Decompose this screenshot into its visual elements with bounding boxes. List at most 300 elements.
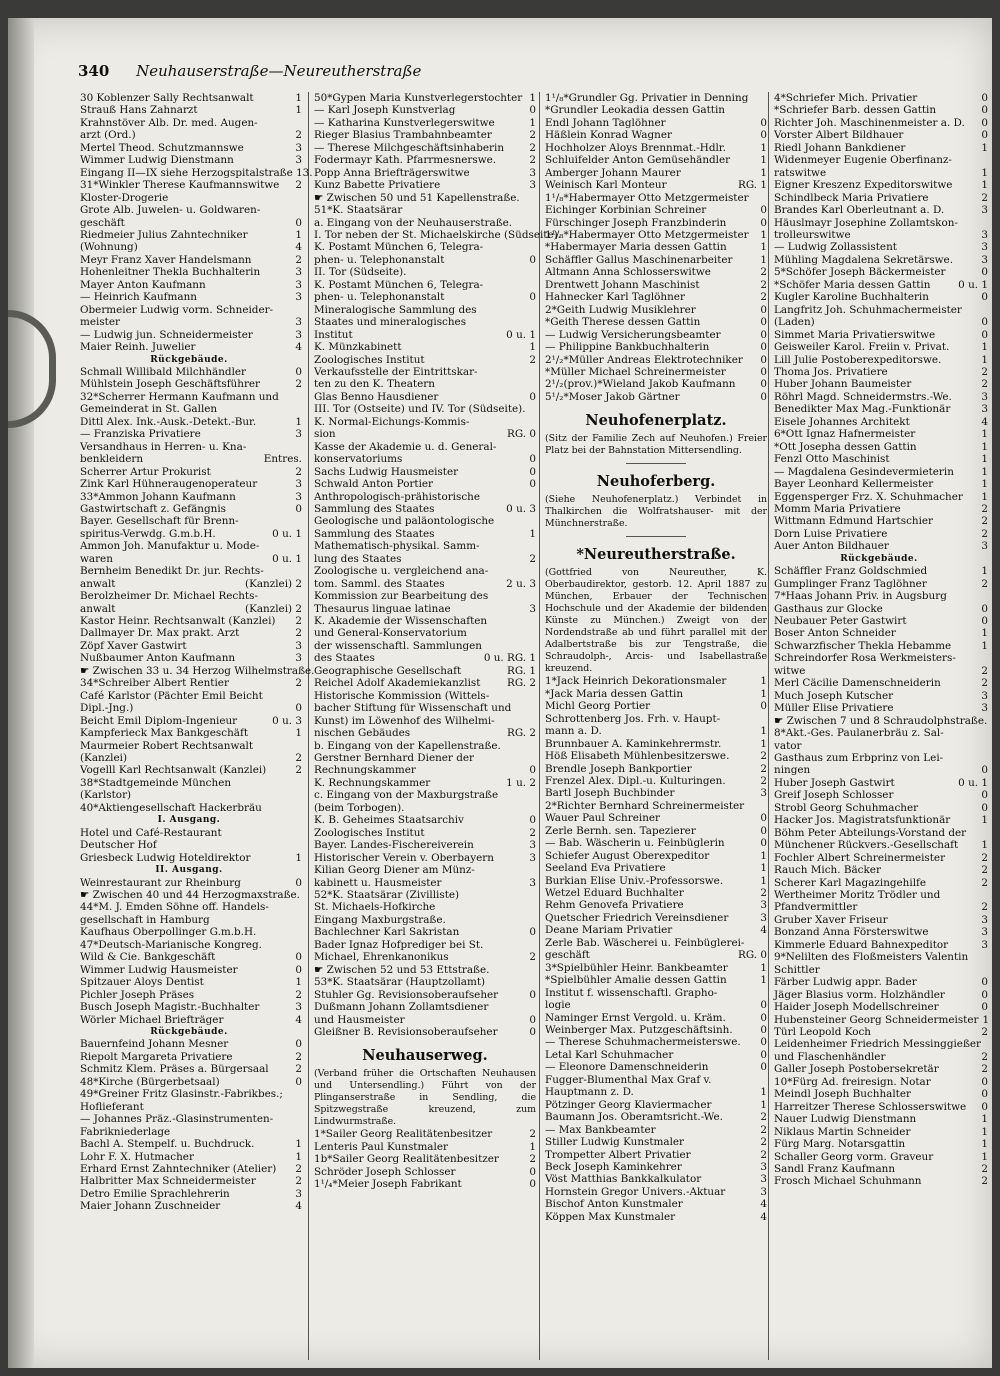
directory-entry bbox=[545, 1012, 767, 1024]
entry-text: *Grundler Leokadia dessen Gattin bbox=[545, 104, 725, 117]
entry-floor: 2 bbox=[760, 291, 767, 304]
entry-floor: 0 bbox=[760, 999, 767, 1012]
directory-entry bbox=[774, 142, 988, 154]
entry-floor: 4 bbox=[295, 1200, 302, 1213]
entry-text: Fabrikniederlage bbox=[80, 1125, 171, 1138]
directory-entry bbox=[314, 565, 536, 577]
entry-floor: 2 bbox=[760, 762, 767, 775]
directory-entry bbox=[80, 951, 302, 963]
directory-entry bbox=[314, 540, 536, 552]
directory-entry bbox=[314, 877, 536, 889]
entry-text: (Kanzlei) bbox=[80, 752, 128, 765]
directory-entry bbox=[545, 1173, 767, 1185]
entry-text: Kunz Babette Privatiere bbox=[314, 179, 441, 192]
entry-text: Momm Maria Privatiere bbox=[774, 502, 901, 515]
entry-floor: 1 bbox=[295, 415, 302, 428]
directory-entry bbox=[80, 117, 302, 129]
entry-text: Lohr F. X. Hutmacher bbox=[80, 1150, 194, 1163]
entry-text: Sandl Franz Kaufmann bbox=[774, 1162, 896, 1175]
entry-text: Scherer Karl Magazingehilfe bbox=[774, 876, 927, 889]
entry-text: anwalt bbox=[80, 602, 116, 615]
entry-floor: 4 bbox=[760, 924, 767, 937]
directory-entry bbox=[80, 1026, 302, 1038]
directory-entry bbox=[545, 279, 767, 291]
entry-floor: 1 bbox=[760, 141, 767, 154]
directory-entry bbox=[314, 727, 536, 739]
entry-text: Hotel und Café-Restaurant bbox=[80, 826, 222, 839]
entry-text: 47*Deutsch-Marianische Kongreg. bbox=[80, 938, 262, 951]
entry-text: Letal Karl Schuhmacher bbox=[545, 1048, 674, 1061]
entry-text: 32*Scherrer Hermann Kaufmann und bbox=[80, 390, 279, 403]
column-divider bbox=[308, 92, 309, 1360]
directory-entry bbox=[80, 802, 302, 814]
directory-entry bbox=[774, 229, 988, 241]
entry-floor: 2 bbox=[760, 1123, 767, 1136]
entry-text: Anthropologisch-prähistorische bbox=[314, 490, 480, 503]
entry-floor: 2 bbox=[981, 577, 988, 590]
directory-entry bbox=[545, 937, 767, 949]
entry-floor: 0 bbox=[760, 812, 767, 825]
directory-entry bbox=[314, 228, 561, 241]
directory-entry bbox=[314, 329, 536, 341]
directory-entry bbox=[774, 515, 988, 527]
entry-text: Burkian Elise Univ.-Professorswe. bbox=[545, 874, 724, 887]
entry-text: Kaufhaus Oberpollinger G.m.b.H. bbox=[80, 926, 257, 939]
directory-entry bbox=[314, 553, 536, 565]
entry-text: Schmall Willibald Milchhändler bbox=[80, 365, 247, 378]
entry-text: geschäft bbox=[545, 949, 590, 962]
entry-floor: 1 bbox=[981, 478, 988, 491]
entry-text: Fürg Marg. Notarsgattin bbox=[774, 1138, 906, 1151]
entry-text: Amberger Johann Maurer bbox=[545, 166, 681, 179]
entry-text: Wetzel Eduard Buchhalter bbox=[545, 887, 684, 900]
entry-text: und General-Konservatorium bbox=[314, 627, 467, 640]
entry-floor: 3 bbox=[981, 228, 988, 241]
entry-text: Wimmer Ludwig Hausmeister bbox=[80, 963, 238, 976]
directory-entry bbox=[774, 615, 988, 627]
entry-floor: 1 bbox=[529, 1140, 536, 1153]
directory-entry bbox=[774, 889, 988, 901]
entry-text: Hochholzer Aloys Brennmat.-Hdlr. bbox=[545, 141, 726, 154]
directory-entry bbox=[80, 192, 302, 204]
entry-floor: 3 bbox=[760, 1173, 767, 1186]
entry-text: Versandhaus in Herren- u. Kna- bbox=[80, 440, 247, 453]
directory-entry bbox=[545, 688, 767, 700]
directory-entry bbox=[314, 578, 536, 590]
directory-entry bbox=[774, 92, 988, 104]
entry-floor: 3 bbox=[981, 241, 988, 254]
entry-text: vator bbox=[774, 739, 802, 752]
entry-floor: 2 bbox=[981, 1050, 988, 1063]
directory-entry bbox=[314, 478, 536, 490]
directory-entry bbox=[545, 924, 767, 936]
entry-text: Schwarzfischer Thekla Hebamme bbox=[774, 639, 952, 652]
entry-text: Münchener Rückvers.-Gesellschaft bbox=[774, 839, 959, 852]
directory-entry bbox=[545, 241, 767, 253]
entry-text: Halbritter Max Schneidermeister bbox=[80, 1175, 256, 1188]
directory-entry bbox=[314, 1141, 536, 1153]
entry-text: 2*Geith Ludwig Musiklehrer bbox=[545, 303, 696, 316]
entry-text: Fenzl Otto Maschinist bbox=[774, 453, 890, 466]
entry-text: Berolzheimer Dr. Michael Rechts- bbox=[80, 590, 258, 603]
entry-text: trolleurswitwe bbox=[774, 228, 851, 241]
directory-entry bbox=[80, 316, 302, 328]
entry-floor: 1 bbox=[981, 1150, 988, 1163]
entry-floor: 3 bbox=[295, 328, 302, 341]
entry-text: Beck Joseph Kaminkehrer bbox=[545, 1161, 682, 1173]
divider bbox=[626, 463, 686, 464]
directory-entry bbox=[314, 416, 536, 428]
entry-floor: RG. 0 bbox=[507, 428, 536, 441]
directory-entry bbox=[545, 1049, 767, 1061]
entry-text: Bachlechner Karl Sakristan bbox=[314, 926, 460, 939]
directory-entry bbox=[80, 764, 302, 776]
directory-entry bbox=[80, 1175, 302, 1187]
entry-text: Riedl Johann Bankdiener bbox=[774, 141, 906, 154]
entry-floor: 0 bbox=[529, 104, 536, 117]
directory-entry bbox=[774, 129, 988, 141]
entry-floor: 3 bbox=[981, 253, 988, 266]
entry-text: Maurmeier Robert Rechtsanwalt bbox=[80, 739, 254, 752]
directory-entry bbox=[80, 640, 302, 652]
entry-text: Wild & Cie. Bankgeschäft bbox=[80, 951, 216, 964]
directory-entry bbox=[545, 391, 767, 403]
directory-entry bbox=[545, 254, 767, 266]
directory-entry bbox=[80, 615, 302, 627]
entry-floor: 1 bbox=[981, 353, 988, 366]
directory-entry bbox=[545, 974, 767, 986]
entry-floor: 4 bbox=[295, 341, 302, 354]
directory-entry bbox=[314, 715, 536, 727]
entry-text: Bartl Joseph Buchbinder bbox=[545, 787, 675, 800]
entry-text: witwe bbox=[774, 664, 806, 677]
entry-text: 4*Schriefer Mich. Privatier bbox=[774, 92, 918, 104]
directory-entry bbox=[774, 167, 988, 179]
directory-entry bbox=[545, 675, 767, 687]
entry-text: Haider Joseph Modellschreiner bbox=[774, 1001, 939, 1014]
directory-entry bbox=[80, 989, 302, 1001]
directory-entry bbox=[545, 725, 767, 737]
directory-entry bbox=[774, 1138, 988, 1150]
directory-entry bbox=[774, 827, 988, 839]
entry-text: ratswitwe bbox=[774, 166, 827, 179]
entry-floor: 2 bbox=[295, 1063, 302, 1076]
entry-text: Mühlstein Joseph Geschäftsführer bbox=[80, 378, 261, 391]
entry-floor: 4 bbox=[295, 1013, 302, 1026]
entry-floor: 2 bbox=[295, 752, 302, 765]
entry-text: Kloster-Drogerie bbox=[80, 191, 169, 204]
directory-entry bbox=[545, 962, 767, 974]
entry-floor: 0 u. 1 bbox=[506, 328, 536, 341]
directory-entry bbox=[314, 652, 536, 664]
entry-text: K. Rechnungskammer bbox=[314, 776, 431, 789]
directory-entry bbox=[314, 976, 536, 988]
directory-entry bbox=[545, 1136, 767, 1148]
entry-floor: RG. 1 bbox=[507, 664, 536, 677]
entry-text: Kastor Heinr. Rechtsanwalt (Kanzlei) bbox=[80, 615, 276, 628]
column-divider bbox=[539, 92, 540, 1360]
directory-entry bbox=[80, 603, 302, 615]
entry-text: Bayer. Gesellschaft für Brenn- bbox=[80, 515, 239, 528]
directory-entry bbox=[80, 241, 302, 253]
directory-entry bbox=[314, 1001, 536, 1013]
directory-entry bbox=[314, 590, 536, 602]
directory-entry bbox=[314, 926, 536, 938]
entry-text: Bader Ignaz Hofprediger bei St. bbox=[314, 938, 484, 951]
directory-entry bbox=[774, 491, 988, 503]
directory-entry bbox=[80, 1001, 302, 1013]
entry-floor: 0 bbox=[529, 291, 536, 304]
entry-floor: 0 bbox=[295, 702, 302, 715]
directory-entry bbox=[314, 864, 536, 876]
directory-entry bbox=[80, 1076, 302, 1088]
entry-floor: 2 bbox=[981, 864, 988, 877]
directory-entry bbox=[314, 503, 536, 515]
entry-text: (Laden) bbox=[774, 316, 815, 329]
entry-text: Müller Elise Privatiere bbox=[774, 702, 894, 715]
entry-floor: 2 bbox=[295, 627, 302, 640]
directory-entry bbox=[774, 702, 988, 714]
entry-text: Weinisch Karl Monteur bbox=[545, 179, 667, 192]
entry-floor: 0 bbox=[981, 116, 988, 129]
entry-text: Köppen Max Kunstmaler bbox=[545, 1210, 676, 1223]
entry-floor: 1 bbox=[760, 241, 767, 254]
entry-text: Bachl A. Stempelf. u. Buchdruck. bbox=[80, 1138, 255, 1151]
directory-entry bbox=[774, 304, 988, 316]
entry-floor: 3 bbox=[760, 1161, 767, 1173]
entry-text: mann a. D. bbox=[545, 725, 602, 738]
entry-floor: 1 bbox=[981, 141, 988, 154]
entry-text: meister bbox=[80, 316, 120, 329]
entry-text: Schreindorfer Rosa Werkmeisters- bbox=[774, 652, 956, 665]
directory-entry bbox=[774, 652, 988, 664]
directory-entry bbox=[80, 1063, 302, 1075]
directory-entry bbox=[774, 727, 988, 739]
entry-text: und Hausmeister bbox=[314, 1013, 405, 1026]
entry-text: Fochler Albert Schreinermeister bbox=[774, 851, 946, 864]
entry-text: Strauß Hans Zahnarzt bbox=[80, 104, 198, 117]
directory-entry bbox=[774, 1101, 988, 1113]
entry-text: Gastwirtschaft z. Gefängnis bbox=[80, 502, 226, 515]
directory-entry bbox=[80, 677, 302, 689]
entry-text: Richter Joh. Maschinenmeister a. D. bbox=[774, 116, 965, 129]
directory-entry bbox=[80, 279, 302, 291]
entry-floor: 2 bbox=[295, 615, 302, 628]
entry-floor: 3 bbox=[981, 702, 988, 715]
directory-entry bbox=[80, 652, 302, 664]
directory-entry bbox=[545, 887, 767, 899]
entry-floor: 2 bbox=[981, 901, 988, 914]
entry-text: Lill Julie Postoberexpeditorswe. bbox=[774, 353, 942, 366]
entry-text: Geographische Gesellschaft bbox=[314, 664, 462, 677]
entry-floor: 2 bbox=[760, 887, 767, 900]
entry-floor: 1 bbox=[295, 851, 302, 864]
entry-floor: 0 bbox=[295, 1075, 302, 1088]
entry-floor: RG. 1 bbox=[738, 179, 767, 192]
entry-floor: 1 bbox=[981, 1138, 988, 1151]
directory-entry bbox=[80, 939, 302, 951]
directory-entry bbox=[314, 403, 536, 415]
directory-entry bbox=[80, 914, 302, 926]
entry-text: Verkaufsstelle der Eintrittskar- bbox=[314, 365, 478, 378]
directory-entry bbox=[774, 951, 988, 963]
entry-floor: 0 bbox=[760, 328, 767, 341]
entry-text: arzt (Ord.) bbox=[80, 129, 136, 142]
entry-text: Simmet Maria Privatierswitwe bbox=[774, 328, 936, 341]
entry-floor: 1 bbox=[981, 1113, 988, 1126]
entry-text: Dorn Luise Privatiere bbox=[774, 527, 888, 540]
entry-floor: 2 bbox=[760, 750, 767, 763]
entry-floor: 0 bbox=[981, 1075, 988, 1088]
directory-entry bbox=[80, 1051, 302, 1063]
entry-text: Bischof Anton Kunstmaler bbox=[545, 1198, 683, 1211]
entry-text: Bonzand Anna Försterswitwe bbox=[774, 926, 929, 939]
entry-floor: 3 bbox=[529, 602, 536, 615]
directory-entry bbox=[774, 752, 988, 764]
entry-text: Institut bbox=[314, 328, 353, 341]
entry-text: Greif Joseph Schlosser bbox=[774, 789, 894, 802]
entry-text: benkleidern bbox=[80, 453, 144, 466]
entry-text: Zoologisches Institut bbox=[314, 826, 425, 839]
entry-text: Schrottenberg Jos. Frh. v. Haupt- bbox=[545, 712, 721, 725]
directory-entry bbox=[774, 677, 988, 689]
entry-floor: 1 bbox=[981, 166, 988, 179]
entry-text: Huber Johann Baumeister bbox=[774, 378, 912, 391]
directory-entry bbox=[314, 266, 536, 278]
directory-entry bbox=[545, 837, 767, 849]
entry-text: (Wohnung) bbox=[80, 241, 138, 254]
entry-text: kabinett u. Hausmeister bbox=[314, 876, 442, 889]
entry-floor: 3 bbox=[981, 938, 988, 951]
directory-entry bbox=[314, 441, 536, 453]
entry-text: 52*K. Staatsärar (Zivilliste) bbox=[314, 889, 460, 901]
entry-text: Kunst) im Löwenhof des Wilhelmi- bbox=[314, 714, 495, 727]
entry-text: 53*K. Staatsärar (Hauptzollamt) bbox=[314, 976, 486, 989]
entry-text: Pötzinger Georg Klaviermacher bbox=[545, 1098, 712, 1111]
directory-entry bbox=[80, 901, 302, 913]
entry-floor: 1 bbox=[295, 727, 302, 740]
directory-entry bbox=[774, 627, 988, 639]
entry-floor: 0 bbox=[981, 789, 988, 802]
entry-text: Trompetter Albert Privatier bbox=[545, 1148, 691, 1161]
entry-text: Zoologisches Institut bbox=[314, 353, 425, 366]
directory-entry bbox=[545, 899, 767, 911]
directory-entry bbox=[80, 341, 302, 353]
entry-floor: 0 bbox=[981, 1100, 988, 1113]
entry-text: Thoma Jos. Privatiere bbox=[774, 365, 888, 378]
entry-floor: 1 bbox=[760, 974, 767, 987]
entry-text: Geisweiler Karol. Freiin v. Privat. bbox=[774, 341, 950, 354]
directory-entry bbox=[545, 104, 767, 116]
entry-floor: 4 bbox=[760, 1210, 767, 1223]
entry-floor: 2 bbox=[529, 154, 536, 167]
entry-text: — Therese Milchgeschäftsinhaberin bbox=[314, 141, 505, 154]
entry-text: 49*Greiner Fritz Glasinstr.-Fabrikbes.; bbox=[80, 1088, 283, 1101]
entry-floor: 1 bbox=[981, 465, 988, 478]
directory-entry bbox=[774, 789, 988, 801]
directory-entry bbox=[545, 117, 767, 129]
entry-text: *Schriefer Barb. dessen Gattin bbox=[774, 104, 937, 117]
entry-floor: 2 bbox=[295, 1162, 302, 1175]
directory-entry bbox=[545, 862, 767, 874]
directory-entry bbox=[774, 1026, 988, 1038]
entry-floor: 1 bbox=[529, 92, 536, 104]
entry-text: Zerle Bab. Wäscherei u. Feinbüglerei- bbox=[545, 936, 745, 949]
entry-floor: 0 bbox=[760, 1061, 767, 1074]
entry-text: Harreitzer Therese Schlosserswitwe bbox=[774, 1100, 967, 1113]
entry-floor: 1 bbox=[760, 862, 767, 875]
entry-floor: 2 bbox=[981, 515, 988, 528]
entry-floor: 0 bbox=[981, 104, 988, 117]
entry-text: 6*Ott Ignaz Hafnermeister bbox=[774, 428, 916, 441]
entry-floor: 0 bbox=[295, 216, 302, 229]
entry-floor: 2 bbox=[981, 527, 988, 540]
entry-text: Schmitz Klem. Präses a. Bürgersaal bbox=[80, 1063, 269, 1076]
directory-entry bbox=[545, 700, 767, 712]
directory-entry bbox=[80, 329, 302, 341]
directory-entry bbox=[774, 1014, 988, 1026]
directory-entry bbox=[545, 366, 767, 378]
entry-text: K. Münzkabinett bbox=[314, 341, 402, 354]
directory-entry bbox=[314, 627, 536, 639]
directory-entry bbox=[545, 266, 767, 278]
entry-floor: 2 bbox=[981, 664, 988, 677]
entry-floor: 2 bbox=[981, 677, 988, 690]
directory-entry bbox=[545, 775, 767, 787]
entry-floor: 1 bbox=[981, 839, 988, 852]
directory-entry bbox=[314, 391, 536, 403]
directory-page bbox=[8, 18, 992, 1368]
entry-text: Strobl Georg Schuhmacher bbox=[774, 801, 919, 814]
entry-text: Institut f. wissenschaftl. Grapho- bbox=[545, 986, 718, 999]
entry-text: Huber Joseph Gastwirt bbox=[774, 776, 895, 789]
entry-text: Benedikter Max Mag.-Funktionär bbox=[774, 403, 951, 416]
entry-text: Vöst Matthias Bankkalkulator bbox=[545, 1173, 702, 1186]
directory-entry bbox=[80, 217, 302, 229]
directory-entry bbox=[774, 764, 988, 776]
entry-floor: RG. 0 bbox=[738, 949, 767, 962]
directory-entry bbox=[314, 428, 536, 440]
directory-entry bbox=[774, 715, 988, 727]
entry-text: Obermeier Ludwig vorm. Schneider- bbox=[80, 303, 274, 316]
entry-floor: 1 u. 2 bbox=[506, 776, 536, 789]
entry-floor: 2 bbox=[295, 465, 302, 478]
directory-entry bbox=[80, 366, 302, 378]
entry-floor: 2 bbox=[981, 365, 988, 378]
directory-entry bbox=[314, 1178, 536, 1190]
entry-text: Brunnbauer A. Kaminkehrermstr. bbox=[545, 737, 722, 750]
directory-entry bbox=[774, 441, 988, 453]
entry-text: (beim Torbogen). bbox=[314, 801, 405, 814]
entry-floor: 2 bbox=[295, 129, 302, 142]
entry-floor: 0 bbox=[760, 1036, 767, 1049]
entry-floor: 0 bbox=[981, 266, 988, 279]
entry-text: K. B. Geheimes Staatsarchiv bbox=[314, 814, 464, 827]
entry-floor: 0 u. 3 bbox=[272, 714, 302, 727]
directory-entry bbox=[314, 491, 536, 503]
entry-text: Frosch Michael Schuhmann bbox=[774, 1175, 922, 1188]
entry-floor: 0 bbox=[981, 1088, 988, 1101]
entry-text: Eichinger Korbinian Schreiner bbox=[545, 204, 707, 217]
entry-text: Thesaurus linguae latinae bbox=[314, 602, 451, 615]
entry-floor: 1 bbox=[982, 1013, 990, 1026]
directory-entry bbox=[545, 1111, 767, 1123]
entry-floor: 3 bbox=[760, 911, 767, 924]
entry-text: 10*Fürg Ad. freiresign. Notar bbox=[774, 1075, 931, 1088]
entry-text: ☛ Zwischen 50 und 51 Kapellenstraße. bbox=[314, 191, 520, 204]
directory-entry bbox=[314, 901, 536, 913]
directory-entry bbox=[774, 814, 988, 826]
